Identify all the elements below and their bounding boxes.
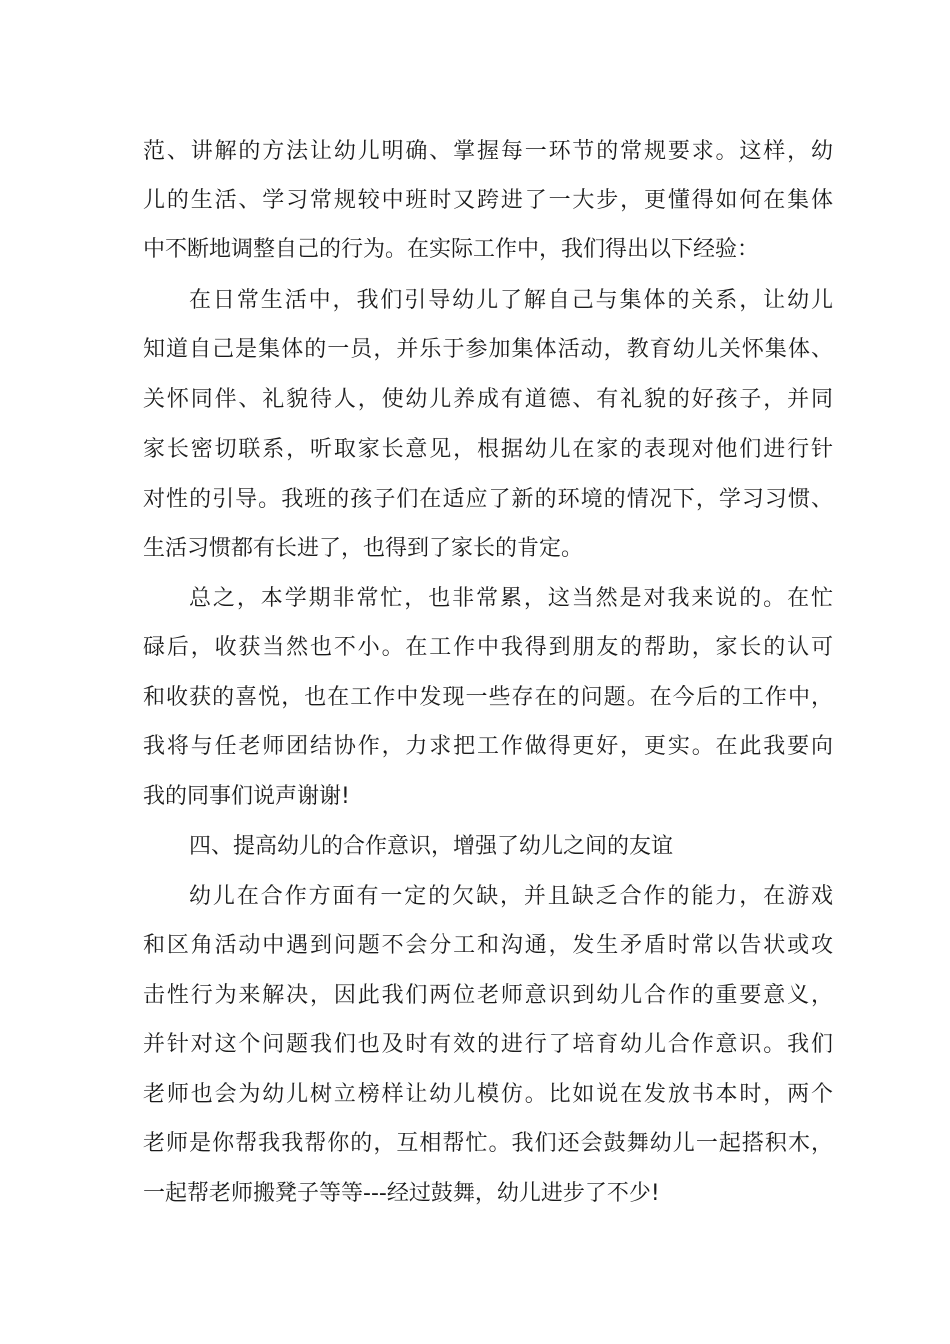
text-line: 并针对这个问题我们也及时有效的进行了培育幼儿合作意识。我们 bbox=[143, 1032, 833, 1057]
text-line: 范、讲解的方法让幼儿明确、掌握每一环节的常规要求。这样，幼 bbox=[143, 139, 833, 164]
text-line: 儿的生活、学习常规较中班时又跨进了一大步，更懂得如何在集体 bbox=[143, 188, 833, 213]
text-line: 老师是你帮我我帮你的，互相帮忙。我们还会鼓舞幼儿一起搭积木， bbox=[143, 1131, 833, 1156]
paragraph-first-line: 在日常生活中，我们引导幼儿了解自己与集体的关系，让幼儿 bbox=[189, 288, 833, 313]
paragraph-first-line: 幼儿在合作方面有一定的欠缺，并且缺乏合作的能力，在游戏 bbox=[189, 884, 833, 909]
text-line: 我的同事们说声谢谢! bbox=[143, 784, 350, 809]
text-line: 碌后，收获当然也不小。在工作中我得到朋友的帮助，家长的认可 bbox=[143, 635, 833, 660]
text-line: 知道自己是集体的一员，并乐于参加集体活动，教育幼儿关怀集体、 bbox=[143, 337, 833, 362]
text-line: 关怀同伴、礼貌待人，使幼儿养成有道德、有礼貌的好孩子，并同 bbox=[143, 387, 833, 412]
paragraph-first-line: 总之，本学期非常忙，也非常累，这当然是对我来说的。在忙 bbox=[189, 586, 833, 611]
text-line: 和区角活动中遇到问题不会分工和沟通，发生矛盾时常以告状或攻 bbox=[143, 933, 833, 958]
text-line: 家长密切联系，听取家长意见，根据幼儿在家的表现对他们进行针 bbox=[143, 437, 833, 462]
text-line: 我将与任老师团结协作，力求把工作做得更好，更实。在此我要向 bbox=[143, 734, 833, 759]
text-line: 一起帮老师搬凳子等等---经过鼓舞，幼儿进步了不少! bbox=[143, 1181, 660, 1206]
text-line: 和收获的喜悦，也在工作中发现一些存在的问题。在今后的工作中， bbox=[143, 685, 833, 710]
text-line: 击性行为来解决，因此我们两位老师意识到幼儿合作的重要意义， bbox=[143, 983, 833, 1008]
text-line: 生活习惯都有长进了，也得到了家长的肯定。 bbox=[143, 536, 584, 561]
text-line: 老师也会为幼儿树立榜样让幼儿模仿。比如说在发放书本时，两个 bbox=[143, 1082, 833, 1107]
text-line: 对性的引导。我班的孩子们在适应了新的环境的情况下，学习习惯、 bbox=[143, 487, 833, 512]
text-line: 中不断地调整自己的行为。在实际工作中，我们得出以下经验： bbox=[143, 237, 760, 262]
section-heading: 四、提高幼儿的合作意识，增强了幼儿之间的友谊 bbox=[189, 834, 674, 859]
